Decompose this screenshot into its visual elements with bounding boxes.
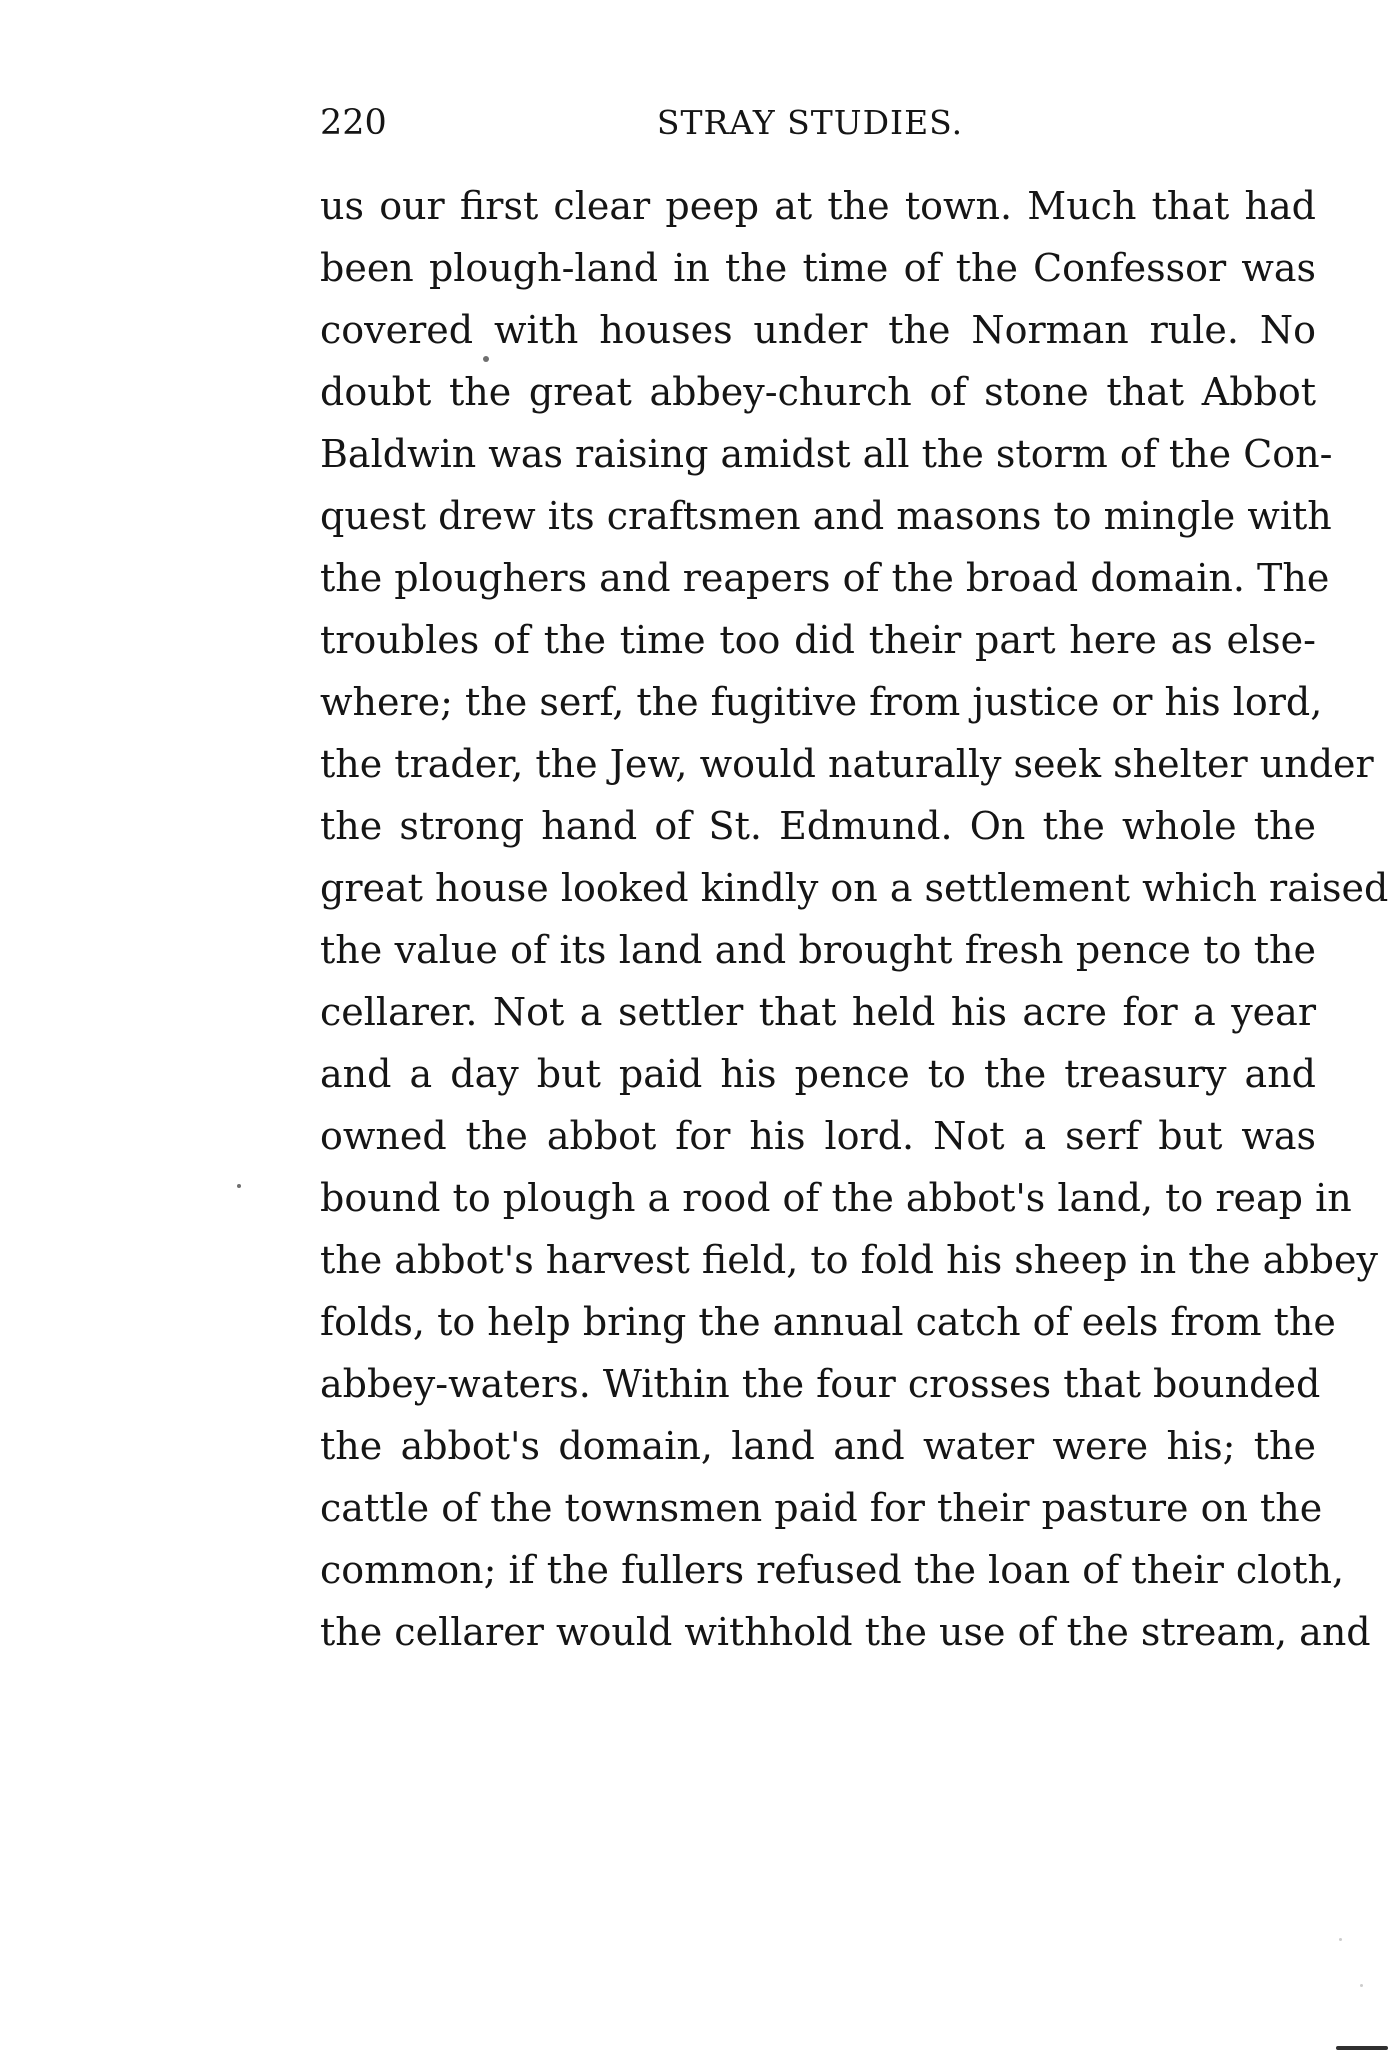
text-line: great house looked kindly on a settlement which raised (320, 866, 1388, 910)
text-line: been plough-land in the time of the Confessor was (320, 246, 1316, 290)
text-line: the ploughers and reapers of the broad domain. The (320, 556, 1330, 600)
text-line: abbey-waters. Within the four crosses that bounded (320, 1362, 1321, 1406)
ink-speck (483, 356, 489, 362)
text-line: covered with houses under the Norman rule. No (320, 308, 1316, 352)
text-line: the value of its land and brought fresh pence to the (320, 928, 1316, 972)
text-line: the abbot's harvest field, to fold his sheep in the abbey (320, 1238, 1378, 1282)
text-line: the abbot's domain, land and water were his; the (320, 1424, 1316, 1468)
ink-speck (237, 1184, 241, 1188)
ink-speck (1360, 1984, 1363, 1987)
text-line: bound to plough a rood of the abbot's land, to reap in (320, 1176, 1352, 1220)
text-line: folds, to help bring the annual catch of eels from the (320, 1300, 1336, 1344)
text-line: cellarer. Not a settler that held his acre for a year (320, 990, 1316, 1034)
ink-speck (1339, 1938, 1342, 1941)
text-line: owned the abbot for his lord. Not a serf but was (320, 1114, 1316, 1158)
text-line: troubles of the time too did their part here as else- (320, 618, 1316, 662)
text-line: Baldwin was raising amidst all the storm of the Con- (320, 432, 1333, 476)
text-line: us our first clear peep at the town. Much that had (320, 184, 1316, 228)
text-line: quest drew its craftsmen and masons to mingle with (320, 494, 1332, 538)
text-line: cattle of the townsmen paid for their pasture on the (320, 1486, 1323, 1530)
text-line: the strong hand of St. Edmund. On the whole the (320, 804, 1316, 848)
text-line: and a day but paid his pence to the treasury and (320, 1052, 1316, 1096)
running-title: STRAY STUDIES. (656, 103, 964, 142)
text-line: the trader, the Jew, would naturally seek shelter under (320, 742, 1374, 786)
page-edge-mark (1336, 2046, 1388, 2050)
text-line: where; the serf, the fugitive from justice or his lord, (320, 680, 1323, 724)
page-number: 220 (320, 103, 387, 143)
text-line: the cellarer would withhold the use of the stream, and (320, 1610, 1371, 1654)
body-text (320, 175, 1388, 1663)
text-line: common; if the fullers refused the loan of their cloth, (320, 1548, 1345, 1592)
text-line: doubt the great abbey-church of stone that Abbot (320, 370, 1316, 414)
running-head (320, 98, 1316, 148)
